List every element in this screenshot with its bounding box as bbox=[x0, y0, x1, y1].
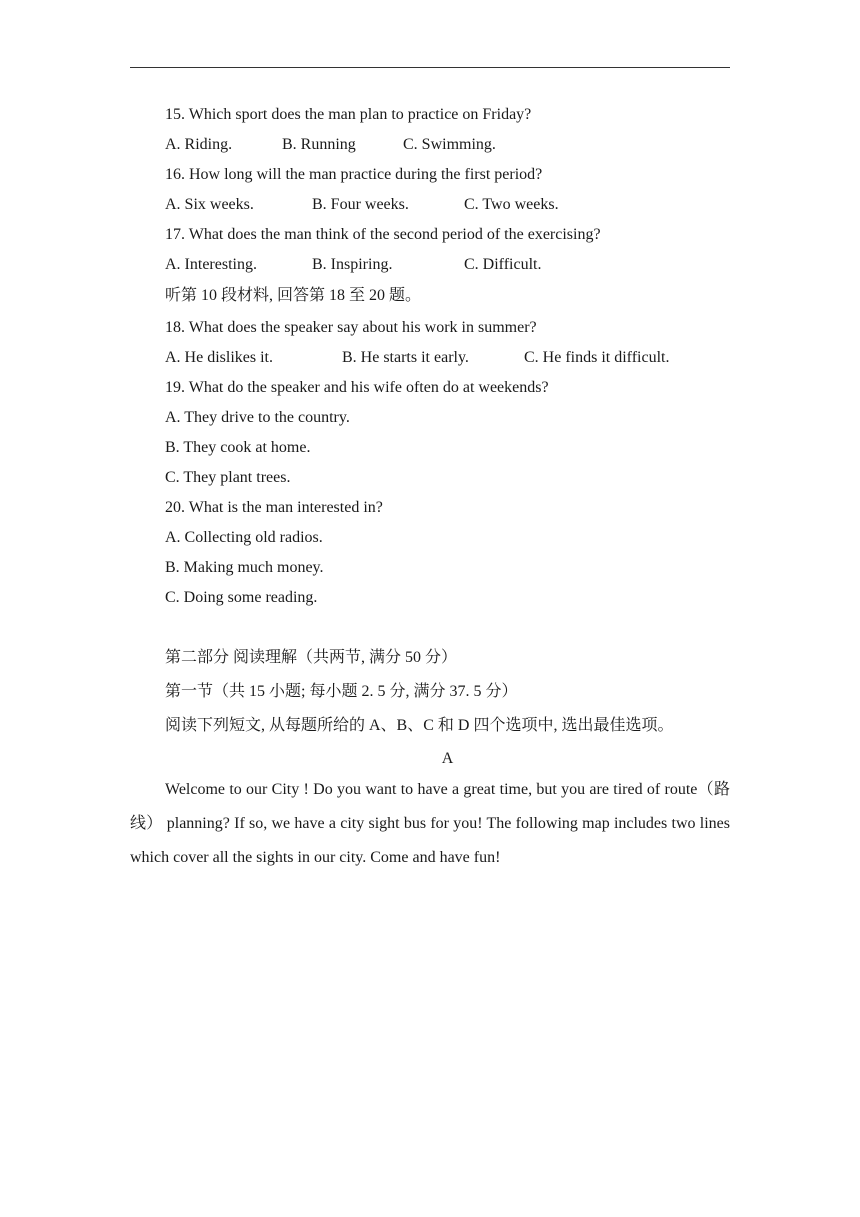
question-15-option-c: C. Swimming. bbox=[403, 136, 496, 153]
passage-label: A bbox=[441, 750, 454, 767]
question-15-stem: 15. Which sport does the man plan to practice on Friday? bbox=[165, 106, 532, 123]
question-20-stem: 20. What is the man interested in? bbox=[165, 499, 383, 516]
question-17-option-a: A. Interesting. bbox=[165, 256, 257, 273]
question-15-option-a: A. Riding. bbox=[165, 136, 233, 153]
question-15-option-b: B. Running bbox=[282, 136, 356, 153]
reading-instruction: 阅读下列短文, 从每题所给的 A、B、C 和 D 四个选项中, 选出最佳选项。 bbox=[165, 717, 674, 734]
header-rule bbox=[130, 67, 730, 68]
question-18-option-b: B. He starts it early. bbox=[342, 349, 469, 366]
question-18-option-a: A. He dislikes it. bbox=[165, 349, 273, 366]
question-18-option-c: C. He finds it difficult. bbox=[524, 349, 670, 366]
passage-text: Welcome to our City ! Do you want to have a great time, but you are tired of route（路线） planning? If so, we have a city sight bus for you! The following map includes two lines which cover all the sights in our city. Come and have fun! bbox=[130, 781, 730, 866]
question-19-option-c: C. They plant trees. bbox=[165, 469, 291, 486]
question-20-option-b: B. Making much money. bbox=[165, 559, 324, 576]
question-16-option-a: A. Six weeks. bbox=[165, 196, 254, 213]
question-19-option-b: B. They cook at home. bbox=[165, 439, 311, 456]
question-16-option-b: B. Four weeks. bbox=[312, 196, 409, 213]
question-16-option-c: C. Two weeks. bbox=[464, 196, 559, 213]
question-17-option-c: C. Difficult. bbox=[464, 256, 542, 273]
section1-title: 第一节（共 15 小题; 每小题 2. 5 分, 满分 37. 5 分） bbox=[165, 683, 518, 700]
question-18-stem: 18. What does the speaker say about his work in summer? bbox=[165, 319, 537, 336]
passage-paragraph bbox=[130, 773, 730, 875]
question-17-option-b: B. Inspiring. bbox=[312, 256, 393, 273]
question-19-stem: 19. What do the speaker and his wife often do at weekends? bbox=[165, 379, 549, 396]
section-10-instruction: 听第 10 段材料, 回答第 18 至 20 题。 bbox=[165, 287, 422, 304]
part2-title: 第二部分 阅读理解（共两节, 满分 50 分） bbox=[165, 649, 458, 666]
question-20-option-c: C. Doing some reading. bbox=[165, 589, 318, 606]
question-19-option-a: A. They drive to the country. bbox=[165, 409, 350, 426]
question-17-stem: 17. What does the man think of the second period of the exercising? bbox=[165, 226, 601, 243]
question-20-option-a: A. Collecting old radios. bbox=[165, 529, 323, 546]
question-16-stem: 16. How long will the man practice during the first period? bbox=[165, 166, 543, 183]
